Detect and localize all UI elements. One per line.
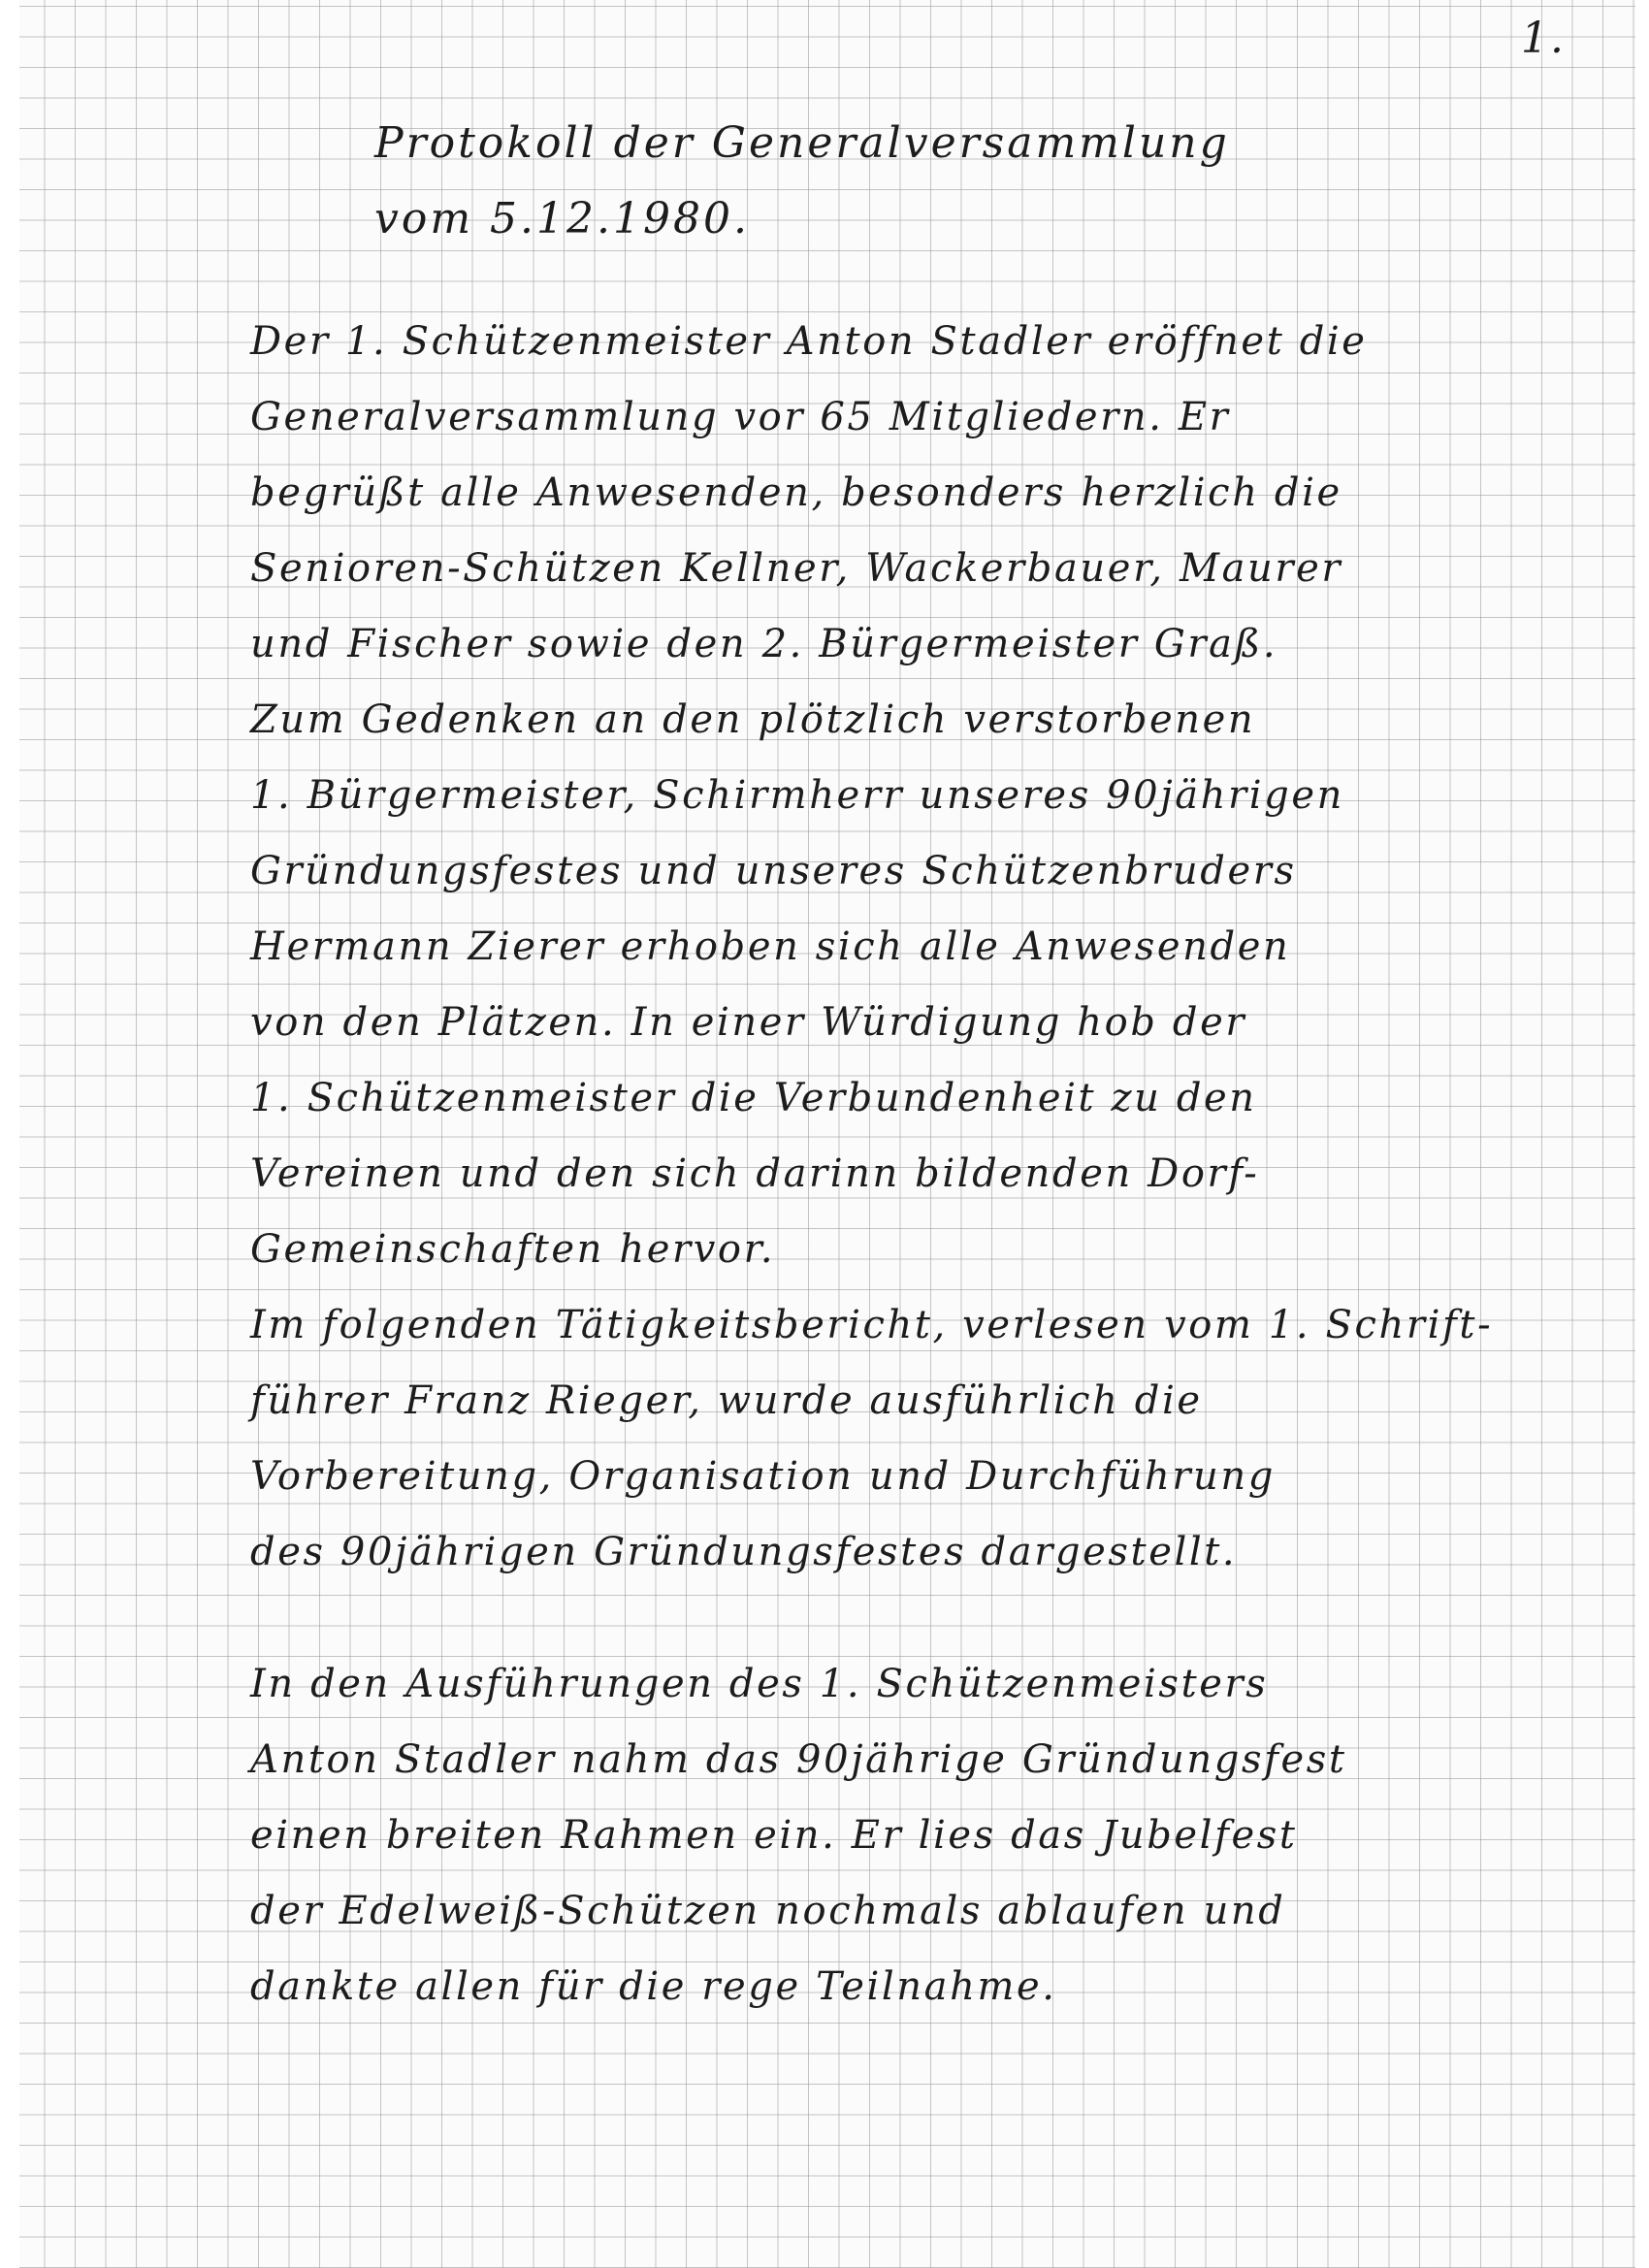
paragraph-3-line-1: In den Ausführungen des 1. Schützenmeisters: [250, 1662, 1269, 1706]
paragraph-1-line-1: Der 1. Schützenmeister Anton Stadler eröffnet die: [250, 319, 1368, 364]
paragraph-1-line-11: 1. Schützenmeister die Verbundenheit zu den: [250, 1076, 1257, 1120]
paragraph-1-line-10: von den Plätzen. In einer Würdigung hob der: [250, 1000, 1247, 1045]
paragraph-3-line-3: einen breiten Rahmen ein. Er lies das Jubelfest: [250, 1813, 1298, 1858]
paragraph-1-line-8: Gründungsfestes und unseres Schützenbruders: [250, 849, 1297, 893]
paragraph-3-line-4: der Edelweiß-Schützen nochmals ablaufen und: [250, 1889, 1286, 1933]
paragraph-2-line-2: führer Franz Rieger, wurde ausführlich die: [250, 1378, 1203, 1423]
paragraph-1-line-4: Senioren-Schützen Kellner, Wackerbauer, Maurer: [250, 546, 1343, 591]
paragraph-3-line-2: Anton Stadler nahm das 90jährige Gründungsfest: [250, 1737, 1347, 1782]
paragraph-1-line-12: Vereinen und den sich darinn bildenden Dorf-: [250, 1151, 1260, 1196]
paragraph-3-line-5: dankte allen für die rege Teilnahme.: [250, 1964, 1057, 2009]
paragraph-1-line-2: Generalversammlung vor 65 Mitgliedern. Er: [250, 395, 1231, 439]
paragraph-2-line-4: des 90jährigen Gründungsfestes dargestellt.: [250, 1530, 1238, 1574]
paragraph-1-line-7: 1. Bürgermeister, Schirmherr unseres 90jährigen: [250, 773, 1345, 818]
paragraph-1-line-13: Gemeinschaften hervor.: [250, 1227, 776, 1272]
document-title-line-1: Protokoll der Generalversammlung: [374, 118, 1230, 168]
page-number: 1.: [1521, 14, 1566, 63]
paragraph-1-line-6: Zum Gedenken an den plötzlich verstorbenen: [250, 697, 1256, 742]
paragraph-1-line-9: Hermann Zierer erhoben sich alle Anwesenden: [250, 924, 1291, 969]
right-paper-margin: [1635, 0, 1649, 2268]
left-paper-margin: [0, 0, 19, 2268]
paragraph-1-line-3: begrüßt alle Anwesenden, besonders herzlich die: [250, 470, 1342, 515]
paragraph-1-line-5: und Fischer sowie den 2. Bürgermeister Graß.: [250, 622, 1278, 666]
paragraph-2-line-3: Vorbereitung, Organisation und Durchführung: [250, 1454, 1276, 1499]
paragraph-2-line-1: Im folgenden Tätigkeitsbericht, verlesen vom 1. Schrift-: [250, 1303, 1494, 1347]
document-title-line-2: vom 5.12.1980.: [374, 194, 750, 243]
